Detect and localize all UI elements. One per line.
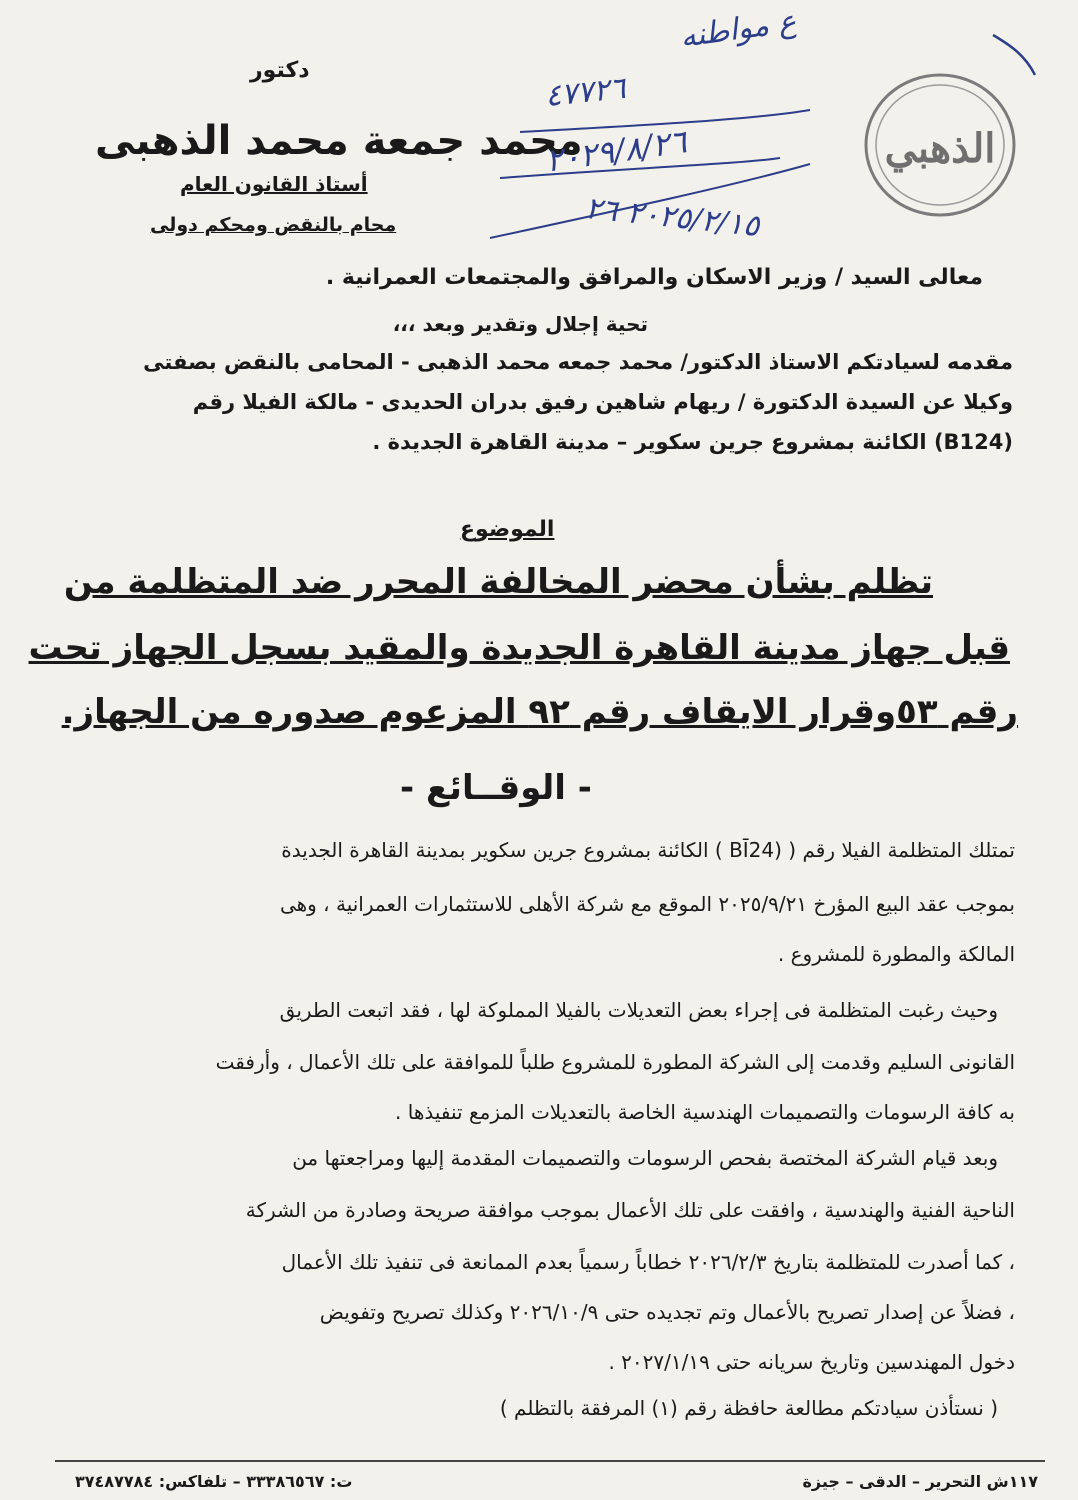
- facts-line: دخول المهندسين وتاريخ سريانه حتى ٢٠٢٧/١/١٩ .: [608, 1350, 1015, 1374]
- facts-line: ، كما أصدرت للمتظلمة بتاريخ ٢٠٢٦/٢/٣ خطاباً رسمياً بعدم الممانعة فى تنفيذ تلك الأعمال: [281, 1250, 1015, 1274]
- author-name: محمد جمعة محمد الذهبى: [95, 118, 583, 164]
- subject-line: تظلم بشأن محضر المخالفة المحرر ضد المتظلمة من: [63, 562, 933, 602]
- seal-stamp: [860, 70, 1020, 220]
- author-position: أستاذ القانون العام: [180, 172, 368, 196]
- author-subtitle: محام بالنقض ومحكم دولى: [150, 214, 397, 236]
- facts-line: وبعد قيام الشركة المختصة بفحص الرسومات والتصميمات المقدمة إليها ومراجعتها من: [292, 1146, 998, 1170]
- doctor-title: دكتور: [250, 58, 310, 83]
- handwritten-date: ٢٠٢٩/٨/٢٦: [543, 122, 689, 180]
- facts-line: الناحية الفنية والهندسية ، وافقت على تلك الأعمال بموجب موافقة صريحة وصادرة من الشركة: [245, 1198, 1015, 1222]
- facts-note: ( نستأذن سيادتكم مطالعة حافظة رقم (١) المرفقة بالتظلم ): [499, 1396, 998, 1420]
- subject-line: قبل جهاز مدينة القاهرة الجديدة والمقيد بسجل الجهاز تحت: [28, 628, 1010, 668]
- handwritten-number: ٤٧٧٢٦: [543, 70, 628, 115]
- intro-line: (B124) الكائنة بمشروع جرين سكوير – مدينة القاهرة الجديدة .: [372, 430, 1013, 454]
- facts-line: به كافة الرسومات والتصميمات الهندسية الخاصة بالتعديلات المزمع تنفيذها .: [395, 1100, 1015, 1124]
- footer-address: ١١٧ش التحرير – الدقى – جيزة: [802, 1472, 1038, 1491]
- addressee-line: معالى السيد / وزير الاسكان والمرافق والمجتمعات العمرانية .: [325, 265, 983, 290]
- seal-text: الذهبي: [884, 125, 996, 172]
- facts-line: المالكة والمطورة للمشروع .: [777, 942, 1015, 966]
- subject-line: رقم ٥٣وقرار الايقاف رقم ٩٢ المزعوم صدوره من الجهاز.: [61, 692, 1018, 732]
- subject-heading: الموضوع: [460, 517, 555, 542]
- facts-line: تمتلك المتظلمة الفيلا رقم ( (BĪ24 ) الكائنة بمشروع جرين سكوير بمدينة القاهرة الجديدة: [281, 838, 1015, 862]
- facts-line: بموجب عقد البيع المؤرخ ٢٠٢٥/٩/٢١ الموقع مع شركة الأهلى للاستثمارات العمرانية ، وهى: [279, 892, 1015, 916]
- facts-heading: - الوقــائع -: [400, 768, 592, 808]
- facts-line: القانونى السليم وقدمت إلى الشركة المطورة للمشروع طلباً للموافقة على تلك الأعمال ، وأرفقت: [215, 1050, 1015, 1074]
- handwritten-date-2: ٢٠٢٥/٢/١٥ ٢٦: [583, 190, 762, 245]
- intro-line: وكيلا عن السيدة الدكتورة / ريهام شاهين رفيق بدران الحديدى - مالكة الفيلا رقم: [192, 390, 1013, 414]
- facts-line: ، فضلاً عن إصدار تصريح بالأعمال وتم تجديده حتى ٢٠٢٦/١٠/٩ وكذلك تصريح وتفويض: [319, 1300, 1015, 1324]
- facts-line: وحيث رغبت المتظلمة فى إجراء بعض التعديلات بالفيلا المملوكة لها ، فقد اتبعت الطريق: [279, 998, 998, 1022]
- pen-strokes: [480, 60, 900, 260]
- greeting-line: تحية إجلال وتقدير وبعد ،،،: [392, 312, 648, 336]
- footer-divider: [55, 1460, 1045, 1462]
- intro-line: مقدمه لسيادتكم الاستاذ الدكتور/ محمد جمعه محمد الذهبى - المحامى بالنقض بصفتى: [143, 350, 1013, 374]
- handwritten-note: ع مواطنه: [678, 4, 799, 55]
- footer-phones: ت: ٣٣٣٨٦٥٦٧ – تلفاكس: ٣٧٤٨٧٧٨٤: [75, 1472, 353, 1491]
